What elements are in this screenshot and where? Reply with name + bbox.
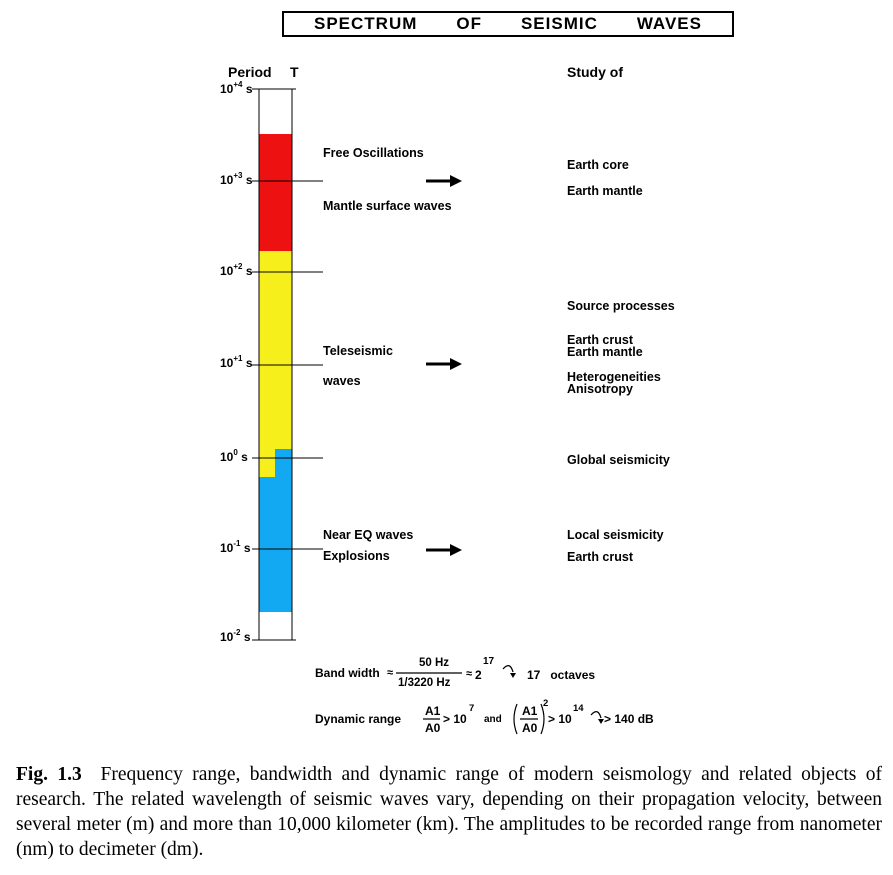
tick-label: $10^0$ s	[220, 448, 248, 464]
study-label: Source processes	[567, 299, 675, 313]
amplitude-a0: A0	[425, 721, 441, 735]
bandwidth-numerator: 50 Hz	[419, 657, 450, 669]
arrow-icon	[426, 358, 462, 370]
figure-number: Fig. 1.3	[16, 764, 82, 785]
study-label: Global seismicity	[567, 453, 670, 467]
bandwidth-label: Band width	[315, 666, 380, 680]
wave-label: Near EQ waves	[323, 528, 414, 542]
power-base: 2	[475, 668, 482, 682]
exponent-seven: 7	[469, 703, 475, 714]
arrow-icon	[426, 175, 462, 187]
exponent-fourteen: 14	[573, 703, 584, 714]
dynamic-range-label: Dynamic range	[315, 712, 402, 726]
approx-symbol: ≈	[466, 668, 473, 680]
power-exponent: 17	[483, 656, 495, 667]
square-exponent: 2	[543, 698, 549, 709]
bandwidth-result: 17 octaves	[527, 668, 596, 682]
tick-label: $10^{+2}$ s	[220, 262, 253, 278]
title-word: WAVES	[636, 14, 702, 33]
tick-label: $10^{+1}$ s	[220, 354, 253, 370]
arrow-icon	[426, 544, 462, 556]
wave-label: Explosions	[323, 549, 390, 563]
period-label: Period	[228, 64, 272, 80]
band-red	[259, 134, 292, 251]
and-text: and	[484, 714, 502, 725]
wave-label: Teleseismic	[323, 344, 393, 358]
amplitude-a0: A0	[522, 721, 538, 735]
amplitude-a1: A1	[425, 704, 441, 718]
tick-label: $10^{+3}$ s	[220, 171, 253, 187]
title-word: SPECTRUM	[314, 14, 418, 33]
title-word: SEISMIC	[520, 14, 598, 33]
curved-arrow-icon	[503, 666, 513, 672]
tick-label: $10^{-2}$ s	[220, 628, 251, 644]
wave-label: Free Oscillations	[323, 146, 424, 160]
title-word: OF	[456, 14, 482, 33]
study-label: Earth mantle	[567, 345, 643, 359]
wave-label: Mantle surface waves	[323, 199, 452, 213]
study-label: Anisotropy	[567, 382, 633, 396]
curved-arrow-icon	[591, 712, 601, 718]
figure-caption	[16, 762, 882, 862]
dynamic-result: > 140 dB	[604, 712, 654, 726]
gt-ten: > 10	[548, 712, 572, 726]
caption-text: Frequency range, bandwidth and dynamic range of modern seismology and related objects of research. The related wavelength of seismic waves vary, depending on their propagation velocity, between several meter (m) and more than 10,000 kilometer (km). The amplitudes to be recorded range from nanometer (nm) to decimeter (dm).	[16, 764, 883, 860]
study-label: Heterogeneities	[567, 370, 661, 384]
band-yellow	[259, 251, 292, 477]
bandwidth-denominator: 1/3220 Hz	[398, 677, 451, 689]
wave-label: waves	[323, 374, 361, 388]
study-header: Study of	[567, 64, 623, 80]
approx-symbol: ≈	[387, 667, 394, 679]
study-label: Earth mantle	[567, 184, 643, 198]
study-label: Earth core	[567, 158, 629, 172]
tick-label: $10^{-1}$ s	[220, 539, 251, 555]
period-symbol: T	[290, 64, 299, 80]
study-label: Local seismicity	[567, 528, 664, 542]
study-label: Earth crust	[567, 333, 633, 347]
gt-ten: > 10	[443, 712, 467, 726]
study-label: Earth crust	[567, 550, 633, 564]
tick-label: $10^{+4}$ s	[220, 80, 253, 96]
amplitude-a1: A1	[522, 704, 538, 718]
